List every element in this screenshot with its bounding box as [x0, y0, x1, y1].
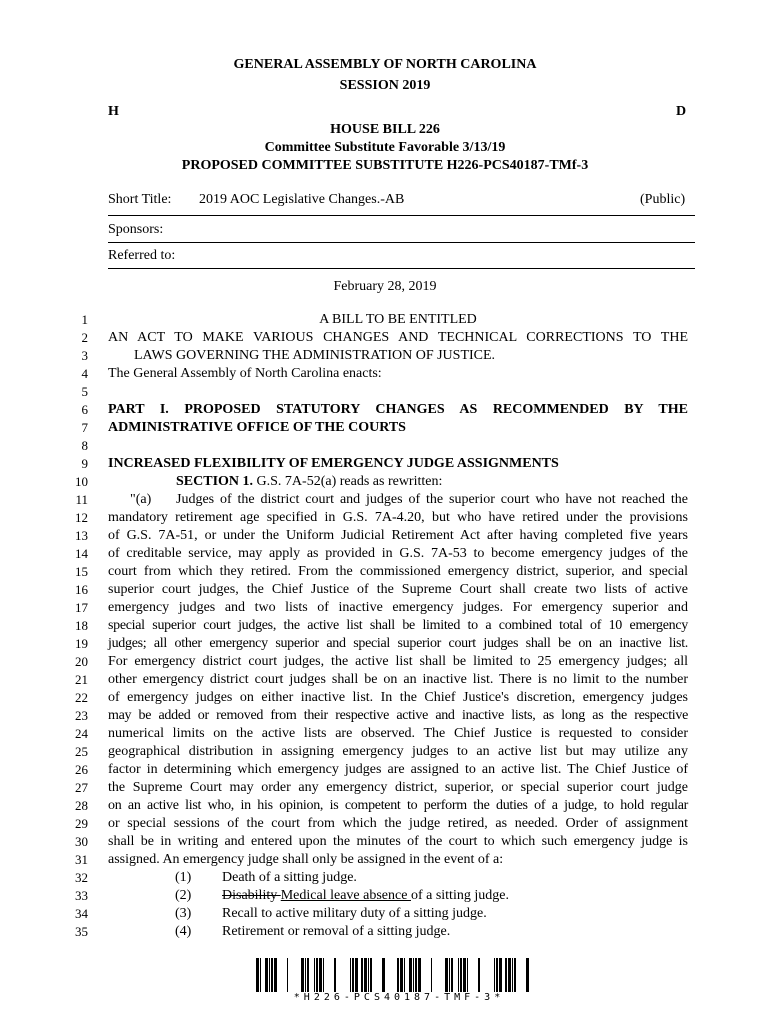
barcode-bar: [449, 958, 450, 992]
line-number: 6: [81, 402, 88, 417]
barcode-bar: [319, 958, 322, 992]
line-number: 9: [81, 456, 88, 471]
barcode-bar: [350, 958, 351, 992]
barcode-bar: [265, 958, 268, 992]
public-label: (Public): [640, 192, 686, 207]
barcode-bar: [467, 958, 468, 992]
statute-text: geographical distribution in assigning emergency judges to an active list but may utilize any: [108, 744, 688, 759]
line-number: 10: [75, 474, 88, 489]
item-text-amended: [222, 887, 682, 905]
divider: [108, 215, 695, 216]
item-number: (3): [175, 906, 192, 921]
line-number: 15: [75, 564, 88, 579]
act-title-cont: LAWS GOVERNING THE ADMINISTRATION OF JUSTICE.: [134, 348, 496, 363]
part-heading: PART I. PROPOSED STATUTORY CHANGES AS RECOMMENDED BY THE: [108, 402, 688, 417]
line-number: 34: [75, 906, 88, 921]
referred-label: Referred to:: [108, 248, 176, 263]
statute-text: judges; all other emergency superior and special superior court judges shall be on an inactive list.: [108, 636, 688, 651]
line-number: 5: [81, 384, 88, 399]
subsection-label: "(a): [130, 492, 152, 507]
line-number: 8: [81, 438, 88, 453]
barcode-bar: [274, 958, 277, 992]
barcode-bar: [415, 958, 417, 992]
barcode-bar: [460, 958, 462, 992]
short-title-value: 2019 AOC Legislative Changes.-AB: [199, 192, 405, 207]
line-number: 29: [75, 816, 88, 831]
barcode-bar: [526, 958, 529, 992]
line-number: 12: [75, 510, 88, 525]
statute-text: For emergency district court judges, the active list shall be limited to 25 emergency judges; all: [108, 654, 688, 669]
statute-text: emergency judges and two lists of inactive emergency judges. For emergency superior and: [108, 600, 688, 615]
line-number: 18: [75, 618, 88, 633]
sponsors-label: Sponsors:: [108, 222, 164, 237]
barcode-bar: [368, 958, 369, 992]
statute-text: court from which they retired. From the commissioned emergency district, superior, and special: [108, 564, 688, 579]
bill-number: HOUSE BILL 226: [330, 122, 440, 137]
line-number: 21: [75, 672, 88, 687]
statute-text: special superior court judges, the active list shall be limited to a combined total of 10 emergency: [108, 618, 688, 633]
barcode-bar: [355, 958, 358, 992]
line-number: 11: [75, 492, 88, 507]
bill-status: Committee Substitute Favorable 3/13/19: [264, 140, 506, 155]
line-number: 26: [75, 762, 88, 777]
line-number: 24: [75, 726, 88, 741]
barcode-bar: [400, 958, 403, 992]
section-line: [176, 473, 688, 491]
line-number: 31: [75, 852, 88, 867]
section-text: G.S. 7A-52(a) reads as rewritten:: [256, 474, 443, 489]
barcode-bar: [458, 958, 459, 992]
item-text: Recall to active military duty of a sitting judge.: [222, 906, 487, 921]
item-number: (1): [175, 870, 192, 885]
barcode-bar: [494, 958, 495, 992]
line-number: 30: [75, 834, 88, 849]
barcode-bar: [499, 958, 502, 992]
barcode-bar: [505, 958, 507, 992]
statute-text: Judges of the district court and judges of the superior court who have not reached the: [176, 492, 688, 507]
barcode-bar: [418, 958, 421, 992]
line-number: 22: [75, 690, 88, 705]
line-number: 32: [75, 870, 88, 885]
line-number: 28: [75, 798, 88, 813]
barcode-icon: [256, 958, 542, 992]
barcode-bar: [287, 958, 288, 992]
item-text: Death of a sitting judge.: [222, 870, 357, 885]
section-heading: INCREASED FLEXIBILITY OF EMERGENCY JUDGE ASSIGNMENTS: [108, 456, 559, 471]
statute-text: of creditable service, may apply as provided in G.S. 7A-53 to become emergency judges of the: [108, 546, 688, 561]
barcode-bar: [334, 958, 336, 992]
statute-text: shall be in writing and entered upon the minutes of the court to which such emergency judge is: [108, 834, 688, 849]
barcode-bar: [478, 958, 480, 992]
barcode-bar: [404, 958, 405, 992]
bill-heading: A BILL TO BE ENTITLED: [319, 312, 477, 327]
line-number: 1: [81, 312, 88, 327]
statute-text: of emergency judges on either inactive list. In the Chief Justice's discretion, emergency judges: [108, 690, 688, 705]
line-number: 16: [75, 582, 88, 597]
line-number: 3: [81, 348, 88, 363]
barcode-bar: [370, 958, 372, 992]
barcode-bar: [413, 958, 414, 992]
line-number: 19: [75, 636, 88, 651]
barcode-bar: [514, 958, 516, 992]
item-number: (4): [175, 924, 192, 939]
divider: [108, 242, 695, 243]
barcode-bar: [323, 958, 324, 992]
statute-text: assigned. An emergency judge shall only be assigned in the event of a:: [108, 852, 504, 867]
deleted-text: Disability: [222, 888, 281, 903]
statute-text: the Supreme Court may order any emergency district, superior, or special superior court judge: [108, 780, 688, 795]
act-title: AN ACT TO MAKE VARIOUS CHANGES AND TECHNICAL CORRECTIONS TO THE: [108, 330, 688, 345]
divider: [108, 268, 695, 269]
barcode-bar: [451, 958, 453, 992]
barcode-bar: [382, 958, 385, 992]
part-heading-cont: ADMINISTRATIVE OFFICE OF THE COURTS: [108, 420, 406, 435]
line-number: 17: [75, 600, 88, 615]
barcode-bar: [361, 958, 363, 992]
barcode-bar: [508, 958, 511, 992]
barcode-bar: [496, 958, 498, 992]
line-number: 23: [75, 708, 88, 723]
statute-text: factor in determining which emergency judges are assigned to an active list. The Chief Justice of: [108, 762, 688, 777]
statute-text: superior court judges, the Chief Justice of the Supreme Court shall create two lists of active: [108, 582, 688, 597]
barcode-bar: [301, 958, 304, 992]
barcode-bar: [431, 958, 432, 992]
statute-text: may be added or removed from their respective active and inactive lists, as long as the respective: [108, 708, 688, 723]
barcode-bar: [445, 958, 448, 992]
barcode-bar: [269, 958, 270, 992]
line-number: 13: [75, 528, 88, 543]
statute-text: mandatory retirement age specified in G.S. 7A-4.20, but who have retired under the provisions: [108, 510, 688, 525]
inserted-text: Medical leave absence: [280, 888, 411, 903]
barcode-bar: [463, 958, 466, 992]
line-number: 2: [81, 330, 88, 345]
line-number: 35: [75, 924, 88, 939]
session-title: SESSION 2019: [339, 78, 431, 93]
barcode-bar: [364, 958, 367, 992]
barcode-bar: [305, 958, 306, 992]
barcode-text: *H226-PCS40187-TMF-3*: [293, 992, 505, 1003]
line-number: 33: [75, 888, 88, 903]
barcode-bar: [316, 958, 318, 992]
statute-text: other emergency district court judges shall be on an inactive list. There is no limit to the number: [108, 672, 688, 687]
chamber-code: H: [108, 104, 119, 119]
item-number: (2): [175, 888, 192, 903]
barcode-bar: [397, 958, 399, 992]
assembly-title: GENERAL ASSEMBLY OF NORTH CAROLINA: [233, 57, 537, 72]
barcode-bar: [256, 958, 259, 992]
barcode-bar: [260, 958, 261, 992]
statute-text: of G.S. 7A-51, or under the Uniform Judicial Retirement Act after having completed five years: [108, 528, 688, 543]
barcode-bar: [352, 958, 354, 992]
item-text-tail: of a sitting judge.: [410, 888, 509, 903]
line-number: 25: [75, 744, 88, 759]
statute-text: numerical limits on the active lists are observed. The Chief Justice is requested to consider: [108, 726, 688, 741]
line-number: 27: [75, 780, 88, 795]
statute-text: or special sessions of the court from which the judge retired, as needed. Order of assignment: [108, 816, 688, 831]
enacting-clause: The General Assembly of North Carolina enacts:: [108, 366, 382, 381]
line-number: 4: [81, 366, 88, 381]
bill-date: February 28, 2019: [333, 279, 437, 294]
barcode-bar: [512, 958, 513, 992]
line-number: 7: [81, 420, 88, 435]
barcode-bar: [314, 958, 315, 992]
barcode-bar: [271, 958, 273, 992]
short-title-label: Short Title:: [108, 192, 172, 207]
section-label: SECTION 1.: [176, 474, 254, 489]
proposed-substitute: PROPOSED COMMITTEE SUBSTITUTE H226-PCS40187-TMf-3: [181, 158, 589, 173]
statute-text: on an active list who, in his opinion, is competent to perform the duties of a judge, to hold regular: [108, 798, 688, 813]
draft-code: D: [676, 104, 687, 119]
barcode-bar: [307, 958, 309, 992]
line-number: 14: [75, 546, 88, 561]
item-text: Retirement or removal of a sitting judge.: [222, 924, 451, 939]
barcode-bar: [409, 958, 412, 992]
line-number: 20: [75, 654, 88, 669]
